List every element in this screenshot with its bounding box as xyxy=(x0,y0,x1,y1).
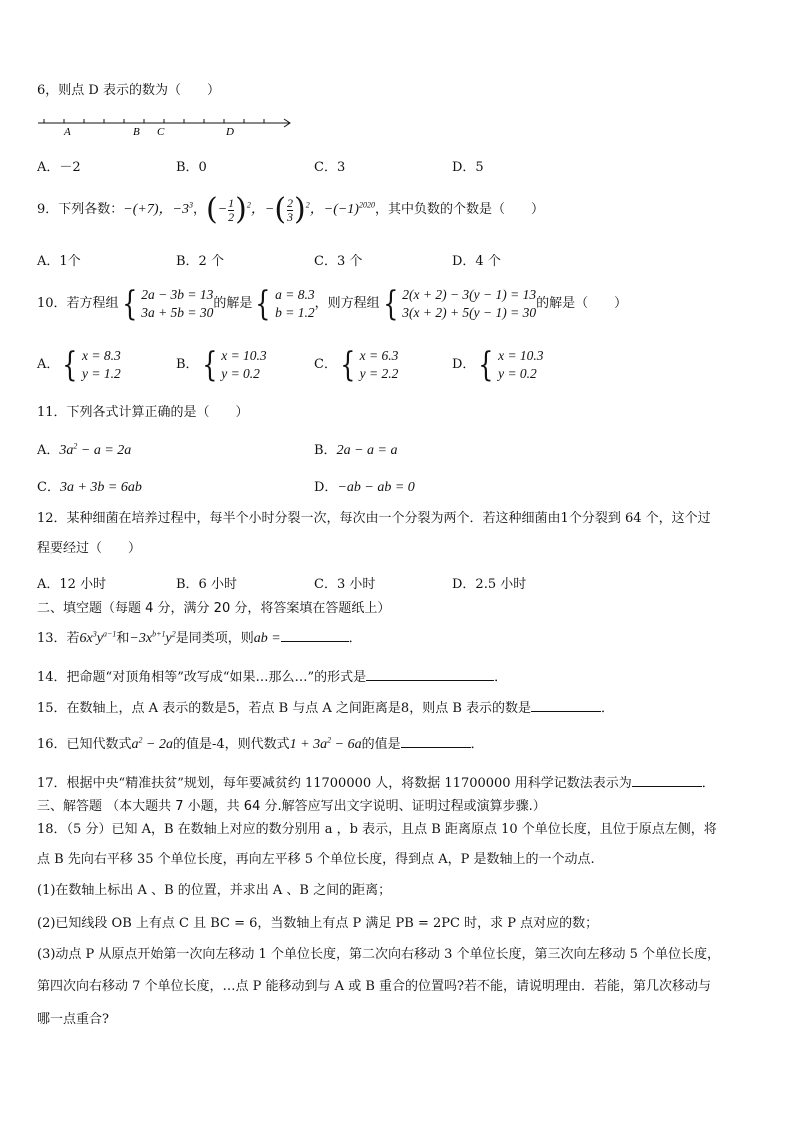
q15-answer-blank[interactable] xyxy=(531,697,601,712)
q10-option-c: C． { x = 6.3 y = 2.2 xyxy=(314,345,399,385)
q6-option-a: A．－2 xyxy=(37,160,81,175)
q14-answer-blank[interactable] xyxy=(366,666,494,681)
q9-option-b: B．2 个 xyxy=(176,254,224,269)
axis-label-b: B xyxy=(133,126,140,138)
question-13: 13．若$6x^3y^{a-1}$和$-3x^{b+1}y^2$是同类项，则ab = ． xyxy=(37,627,362,647)
q12-option-a: A．12 小时 xyxy=(37,577,107,592)
section-fill-in-heading: 二、填空题（每题 4 分，满分 20 分，将答案填在答题纸上） xyxy=(37,601,391,616)
q9-option-a: A．1个 xyxy=(37,254,81,269)
number-line-diagram xyxy=(36,113,298,143)
question-17: 17．根据中央“精准扶贫”规划，每年要减贫约 11700000 人，将数据 11700000 用科学记数法表示为 ． xyxy=(37,772,715,792)
q9-term-4: ，$-(-1)^{2020}$ xyxy=(309,200,375,217)
q6-option-b: B．0 xyxy=(176,160,207,175)
q11-option-d: D．−ab − ab = 0 xyxy=(314,480,415,495)
q12-option-c: C．3 小时 xyxy=(314,577,376,592)
question-9-stem xyxy=(37,190,544,230)
q10-system-1: { 2a − 3b = 13 3a + 5b = 30 xyxy=(121,284,214,324)
q9-term-2: (− $\frac{1}{2}$ )$^2$ xyxy=(205,192,251,227)
q9-term-1: −(+7)，$-3^3$ xyxy=(123,200,193,217)
q9-option-d: D．4 个 xyxy=(452,254,501,269)
question-18-part-2: (2)已知线段 OB 上有点 C 且 BC = 6，当数轴上有点 P 满足 PB = 2PC 时，求 P 点对应的数； xyxy=(37,916,599,931)
section-solve-heading: 三、解答题 （本大题共 7 小题，共 64 分.解答应写出文字说明、证明过程或演算步骤.） xyxy=(37,799,546,814)
question-12-line-1: 12．某种细菌在培养过程中，每半个小时分裂一次，每次由一个分裂为两个．若这种细菌由1个分裂到 64 个，这个过 xyxy=(37,511,711,526)
q11-option-a: A．$3a^2 - a = 2a$ xyxy=(37,441,132,458)
question-18-part-3-line-2: 第四次向右移动 7 个单位长度，…点 P 能移动到与 A 或 B 重合的位置吗?若不能，请说明理由．若能，第几次移动与 xyxy=(37,979,711,994)
q9-number: 9．下列各数： xyxy=(37,202,124,217)
q10-option-a: A． { x = 8.3 y = 1.2 xyxy=(37,345,121,385)
question-10-stem xyxy=(37,282,627,326)
question-18-part-3-line-3: 哪一点重合? xyxy=(37,1012,109,1027)
question-14: 14．把命题“对顶角相等”改写成“如果…那么…”的形式是 ． xyxy=(37,666,507,686)
q12-option-b: B．6 小时 xyxy=(176,577,237,592)
q9-option-c: C．3 个 xyxy=(314,254,363,269)
axis-label-d: D xyxy=(226,126,234,138)
number-line-ticks xyxy=(44,119,264,123)
q9-tail: ，其中负数的个数是（ ） xyxy=(374,202,544,217)
q13-answer-blank[interactable] xyxy=(281,627,349,642)
question-6-stem: 6，则点 D 表示的数为（ ） xyxy=(37,83,220,98)
question-18-line-2: 点 B 先向右平移 35 个单位长度，再向左平移 5 个单位长度，得到点 A，P 是数轴上的一个动点. xyxy=(37,852,595,867)
q10-mid-2: ，则方程组 xyxy=(314,296,380,311)
q10-system-2: { a = 8.3 b = 1.2 xyxy=(255,284,315,324)
question-12-line-2: 程要经过（ ） xyxy=(37,541,142,556)
q9-comma: ， xyxy=(192,202,206,217)
q6-option-d: D．5 xyxy=(452,160,484,175)
axis-label-c: C xyxy=(157,126,165,138)
question-16: 16．已知代数式$a^2 - 2a$的值是-4，则代数式$1 + 3a^2 - 6a$的值是 ． xyxy=(37,733,484,753)
question-18-part-1: (1)在数轴上标出 A 、B 的位置，并求出 A 、B 之间的距离； xyxy=(37,883,392,898)
q11-option-c: C．3a + 3b = 6ab xyxy=(37,480,142,495)
q12-option-d: D．2.5 小时 xyxy=(452,577,527,592)
q10-system-3: { 2(x + 2) − 3(y − 1) = 13 3(x + 2) + 5(y − 1) = 30 xyxy=(382,284,537,324)
axis-label-a: A xyxy=(64,126,71,138)
q17-answer-blank[interactable] xyxy=(632,772,702,787)
q10-option-b: B． { x = 10.3 y = 0.2 xyxy=(176,345,267,385)
q10-option-d: D． { x = 10.3 y = 0.2 xyxy=(452,345,544,385)
question-18-line-1: 18．（5 分）已知 A，B 在数轴上对应的数分别用 a ，b 表示，且点 B 距离原点 10 个单位长度，且位于原点左侧，将 xyxy=(37,822,717,837)
q16-answer-blank[interactable] xyxy=(401,733,471,748)
q11-option-b: B．2a − a = a xyxy=(314,443,398,458)
question-18-part-3-line-1: (3)动点 P 从原点开始第一次向左移动 1 个单位长度，第二次向右移动 3 个单位长度，第三次向左移动 5 个单位长度， xyxy=(37,947,721,962)
q6-option-c: C．3 xyxy=(314,160,346,175)
q9-term-3: ，−( $\frac{2}{3}$ )$^2$ xyxy=(250,192,310,227)
question-11-stem: 11．下列各式计算正确的是（ ） xyxy=(37,405,249,420)
question-15: 15．在数轴上，点 A 表示的数是5，若点 B 与点 A 之间距离是8，则点 B 表示的数是 ． xyxy=(37,697,614,717)
q10-mid-1: 的解是 xyxy=(213,296,253,311)
q10-tail: 的解是（ ） xyxy=(536,296,628,311)
q10-number: 10．若方程组 xyxy=(37,296,119,311)
